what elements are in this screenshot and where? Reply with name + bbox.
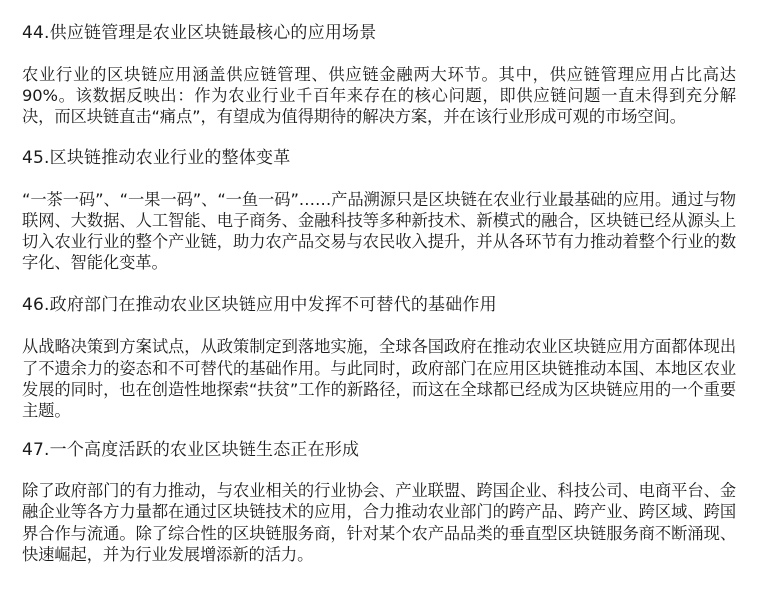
section-heading: 44.供应链管理是农业区块链最核心的应用场景 bbox=[22, 23, 377, 43]
section-heading: 46.政府部门在推动农业区块链应用中发挥不可替代的基础作用 bbox=[22, 295, 497, 316]
section-45 bbox=[22, 147, 736, 274]
section-paragraph: 从战略决策到方案试点，从政策制定到落地实施，全球各国政府在推动农业区块链应用方面都体现出了不遗余力的姿态和不可替代的基础作用。与此同时，政府部门在应用区块链推动本国、本地区农业发展的同时，也在创造性地探索“扶贫”工作的新路径，而这在全球都已经成为区块链应用的一个重要主题。 bbox=[22, 337, 736, 421]
section-paragraph: “一茶一码”、“一果一码”、“一鱼一码”……产品溯源只是区块链在农业行业最基础的应用。通过与物联网、大数据、人工智能、电子商务、金融科技等多种新技术、新模式的融合，区块链已经从源头上切入农业行业的整个产业链，助力农产品交易与农民收入提升，并从各环节有力推动着整个行业的数字化、智能化变革。 bbox=[22, 189, 736, 273]
section-46 bbox=[22, 294, 736, 421]
section-44 bbox=[22, 22, 736, 128]
section-47 bbox=[22, 439, 736, 565]
section-heading: 47.一个高度活跃的农业区块链生态正在形成 bbox=[22, 440, 360, 461]
section-paragraph: 除了政府部门的有力推动，与农业相关的行业协会、产业联盟、跨国企业、科技公司、电商平台、金融企业等各方力量都在通过区块链技术的应用，合力推动农业部门的跨产品、跨产业、跨区域、跨国界合作与流通。除了综合性的区块链服务商，针对某个农产品品类的垂直型区块链服务商不断涌现、快速崛起，并为行业发展增添新的活力。 bbox=[22, 481, 736, 564]
section-heading: 45.区块链推动农业行业的整体变革 bbox=[22, 147, 291, 168]
section-paragraph: 农业行业的区块链应用涵盖供应链管理、供应链金融两大环节。其中，供应链管理应用占比高达90%。该数据反映出：作为农业行业千百年来存在的核心问题，即供应链问题一直未得到充分解决，而区块链直击“痛点”，有望成为值得期待的解决方案，并在该行业形成可观的市场空间。 bbox=[22, 65, 736, 127]
document-page bbox=[22, 0, 736, 565]
